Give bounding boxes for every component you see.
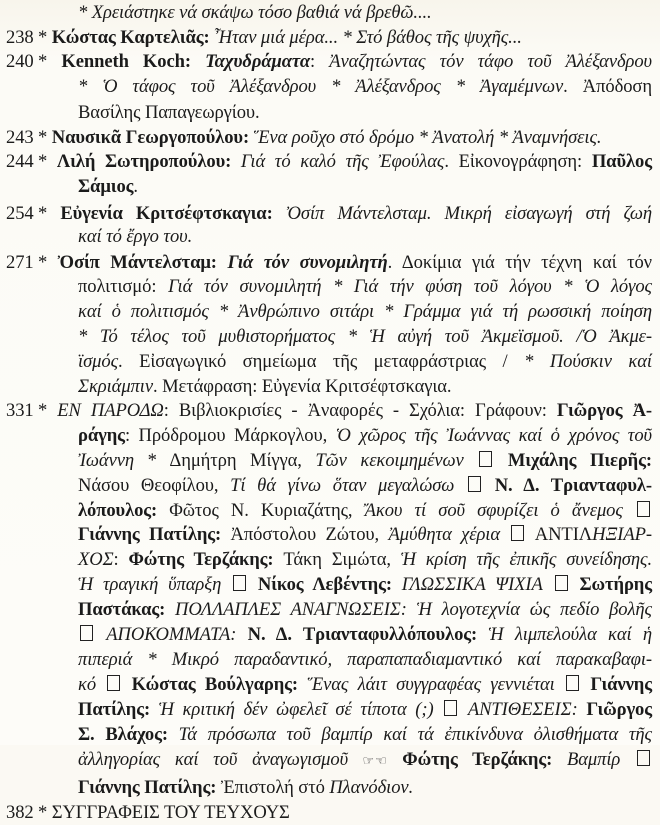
- toc-text: :: [310, 51, 330, 72]
- toc-text: Ἐπιστολή στό: [220, 777, 330, 798]
- toc-text: . Εἰκονογράφηση:: [444, 151, 592, 172]
- toc-text: *: [38, 127, 52, 148]
- toc-text: *: [38, 203, 61, 224]
- toc-line: [78, 374, 652, 399]
- author-name: Ὀσίπ Μάντελσταμ:: [57, 252, 228, 273]
- toc-text: Ἀπόστολου Ζώτου,: [230, 524, 389, 545]
- work-title: Σκριάμπιν: [78, 376, 153, 397]
- separator-box-icon: [80, 625, 93, 641]
- toc-line: [6, 149, 652, 174]
- work-title: * Ὁ τάφος τοῦ Ἀλέξανδρου * Ἀλέξανδρος * Ἀγαμέμνων: [78, 76, 564, 97]
- work-title: Τά πρόσωπα τοῦ βαμπίρ καί τά ἐπικίνδυνα ὀλισθήματα τῆς: [178, 724, 652, 745]
- page-number: 244: [6, 151, 34, 172]
- work-title: ΕΝ ΠΑΡΟΔΩ: [57, 400, 164, 421]
- author-name: Πατίλης:: [78, 699, 159, 720]
- toc-text: * Δημήτρη Μίγγα,: [134, 450, 316, 471]
- toc-line: [78, 349, 652, 374]
- separator-box-icon: [637, 750, 650, 766]
- work-title: Βαμπίρ: [566, 749, 621, 770]
- page-number: 331: [6, 400, 34, 421]
- toc-text: *: [38, 151, 57, 172]
- work-title: Ἦταν μιά μέρα... * Στό βάθος τῆς ψυχῆς...: [214, 27, 522, 48]
- work-title: Γιά τό καλό τῆς Ἐφούλας: [240, 151, 445, 172]
- toc-line: [78, 672, 652, 697]
- toc-line: [6, 49, 652, 74]
- author-name: Κώστας Βούλγαρης:: [131, 674, 308, 695]
- toc-line: [78, 274, 652, 299]
- toc-text: *: [38, 252, 58, 273]
- toc-line: [6, 125, 652, 150]
- page-number: 254: [6, 203, 34, 224]
- toc-text: . Εἰσαγωγικό σημείωμα τῆς μεταφράστριας /: [118, 351, 525, 372]
- toc-line: [78, 324, 652, 349]
- work-title: πιπεριά * Μικρό παραδαντικό, παραπαπαδιαμαντικό καί παρακαβαφι-: [78, 649, 652, 670]
- work-title: Ἀναζητώντας τόν τάφο τοῦ Ἀλέξανδρου: [329, 51, 652, 72]
- separator-box-icon: [444, 700, 457, 716]
- toc-line: [78, 597, 652, 622]
- toc-line: [78, 473, 652, 498]
- toc-text: Νάσου Θεοφίλου,: [78, 475, 231, 496]
- work-title: ΧΟΣ: [78, 549, 114, 570]
- toc-line: [78, 224, 652, 249]
- work-title: Γιά τόν συνομιλητή * Γιά τήν φύση τοῦ λόγου * Ὁ λόγος: [168, 276, 652, 297]
- toc-text: .: [133, 176, 138, 197]
- toc-line: [78, 74, 652, 99]
- author-name: Ταχυδράματα: [205, 51, 311, 72]
- work-title: Ὀσίπ Μάντελσταμ. Μικρή εἰσαγωγή στή ζωή: [285, 203, 652, 224]
- toc-line: [78, 522, 652, 547]
- work-title: ΑΠΟΚΟΜΜΑΤΑ:: [106, 624, 248, 645]
- work-title: Ἰωάννη: [78, 450, 135, 471]
- toc-line: [78, 100, 652, 125]
- work-title: Ὁ χῶρος τῆς Ἰωάννας καί ὁ χρόνος τοῦ: [335, 425, 652, 446]
- work-title: Ἡ τραγική ὕπαρξη: [78, 574, 222, 595]
- separator-box-icon: [479, 451, 492, 467]
- toc-text: * ΣΥΓΓΡΑΦΕΙΣ ΤΟΥ ΤΕΥΧΟΥΣ: [38, 802, 290, 823]
- page-number: 240: [6, 51, 34, 72]
- page-number: 382: [6, 802, 34, 823]
- work-title: ΠΟΛΛΑΠΛΕΣ ΑΝΑΓΝΩΣΕΙΣ: Ἡ λογοτεχνία ὡς πεδίο βολῆς: [175, 599, 652, 620]
- page-number: 271: [6, 252, 34, 273]
- work-title: καί ὁ πολιτισμός * Ἀνθρώπινο σιτάρι * Γράμμα γιά τή ρωσσική ποίηση: [78, 301, 652, 322]
- work-title: * Τό τέλος τοῦ μυθιστορήματος * Ἡ αὐγή τοῦ Ἀκμεϊσμοῦ. /Ὁ Ἀκμε-: [78, 326, 652, 347]
- toc-text: . Δοκίμια γιά τήν τέχνη καί τόν: [387, 252, 652, 273]
- author-name: Μιχάλης Πιερῆς:: [507, 450, 652, 471]
- author-name: Γιῶργος Ἀ-: [556, 400, 653, 421]
- work-title: Ἕνα ροῦχο στό δρόμο * Ἀνατολή * Ἀναμνήσεις.: [253, 127, 602, 148]
- toc-text: *: [38, 400, 58, 421]
- toc-line: [78, 775, 652, 800]
- work-title: Ἄκου τί σοῦ σφυρίζει ὁ ἄνεμος: [364, 500, 623, 521]
- work-title: ϊσμός: [78, 351, 119, 372]
- toc-text: Βασίλης Παπαγεωργίου.: [78, 102, 260, 123]
- toc-text: : Βιβλιοκρισίες - Ἀναφορές - Σχόλια: Γράφουν:: [163, 400, 557, 421]
- toc-line: [6, 25, 652, 50]
- toc-text: *: [38, 27, 52, 48]
- page-number: 243: [6, 127, 34, 148]
- toc-line: [78, 572, 652, 597]
- author-name: Σάμιος: [78, 176, 134, 197]
- toc-text: πολιτισμό:: [78, 276, 169, 297]
- work-title: Ἕνας λάιτ συγγραφέας γεννιέται: [307, 674, 555, 695]
- separator-box-icon: [233, 575, 246, 591]
- toc-line: [6, 800, 652, 825]
- separator-box-icon: [637, 501, 650, 517]
- author-name: Φώτης Τερζάκης:: [402, 749, 567, 770]
- toc-line: [78, 0, 652, 25]
- toc-line: [6, 201, 652, 226]
- author-name: Γιά τόν συνομιλητή: [227, 252, 388, 273]
- toc-line: [78, 448, 652, 473]
- work-title: Ἀμύθητα χέρια: [388, 524, 501, 545]
- toc-text: : Πρόδρομου Μάρκογλου,: [124, 425, 336, 446]
- toc-line: [78, 547, 652, 572]
- author-name: Γιάννης Πατίλης:: [78, 524, 231, 545]
- author-name: Σωτήρης: [579, 574, 652, 595]
- author-name: Κώστας Καρτελιᾶς:: [51, 27, 215, 48]
- author-name: Παστάκας:: [78, 599, 176, 620]
- toc-line: [78, 697, 652, 722]
- toc-line: [78, 622, 652, 647]
- toc-line: [78, 299, 652, 324]
- pointing-hands-icon: ☞☜: [348, 753, 403, 768]
- author-name: ράγης: [78, 425, 125, 446]
- work-title: * Χρειάστηκε νά σκάψω τόσο βαθιά νά βρεθῶ....: [78, 2, 432, 23]
- author-name: Kenneth Koch:: [61, 51, 206, 72]
- work-title: Τῶν κεκοιμημένων: [315, 450, 464, 471]
- toc-text: :: [113, 549, 129, 570]
- toc-line: [78, 747, 652, 772]
- author-name: Γιῶργος: [586, 699, 652, 720]
- separator-box-icon: [555, 575, 568, 591]
- toc-text: . Μετάφραση: Εὐγενία Κριτσέφτσκαγια.: [153, 376, 452, 397]
- author-name: Γιάννης Πατίλης:: [78, 777, 221, 798]
- author-name: Ν. Δ. Τριανταφυλ-: [494, 475, 652, 496]
- toc-line: [6, 250, 652, 275]
- author-name: Νίκος Λεβέντης:: [257, 574, 402, 595]
- page-number: 238: [6, 27, 34, 48]
- work-title: Ἡ λιμπελούλα καί ἡ: [488, 624, 652, 645]
- toc-text: Τάκη Σιμώτα,: [283, 549, 401, 570]
- author-name: Φώτης Τερζάκης:: [128, 549, 284, 570]
- work-title: * Πούσκιν καί: [524, 351, 652, 372]
- author-name: Ναυσικᾶ Γεωργοπούλου:: [51, 127, 254, 148]
- work-title: Ἡ κρίση τῆς ἐπικῆς συνείδησης.: [400, 549, 652, 570]
- work-title: Τί θά γίνω ὅταν μεγαλώσω: [230, 475, 455, 496]
- work-title: ΑΝΤΙΘΕΣΕΙΣ:: [467, 699, 587, 720]
- author-name: Λιλή Σωτηροπούλου:: [56, 151, 241, 172]
- work-title: Πλανόδιον.: [329, 777, 414, 798]
- work-title: κό: [78, 674, 97, 695]
- author-name: Εὐγενία Κριτσέφτσκαγια:: [60, 203, 286, 224]
- separator-box-icon: [107, 675, 120, 691]
- work-title: ἀλληγορίας καί τοῦ ἀναγωγισμοῦ: [78, 749, 349, 770]
- author-name: Ν. Δ. Τριανταφυλλόπουλος:: [247, 624, 489, 645]
- toc-line: [6, 398, 652, 423]
- work-title: καί τό ἔργο του.: [78, 226, 193, 247]
- separator-box-icon: [511, 525, 524, 541]
- toc-line: [78, 647, 652, 672]
- work-title: ΓΛΩΣΣΙΚΑ ΨΙΧΙΑ: [401, 574, 543, 595]
- separator-box-icon: [468, 476, 481, 492]
- separator-box-icon: [566, 675, 579, 691]
- toc-text: . Ἀπόδοση: [563, 76, 652, 97]
- author-name: Παῦλος: [591, 151, 652, 172]
- author-name: λόπουλος:: [78, 500, 170, 521]
- author-name: Γιάννης: [590, 674, 652, 695]
- toc-line: [78, 423, 652, 448]
- work-title: Ἡ κριτική δέν ὠφελεῖ σέ τίποτα (;): [158, 699, 434, 720]
- toc-line: [78, 498, 652, 523]
- toc-text: Φῶτος Ν. Κυριαζάτης,: [169, 500, 365, 521]
- toc-text: ΑΝΤΙΛ: [534, 524, 593, 545]
- toc-line: [78, 722, 652, 747]
- work-title: ΗΞΙΑΡ-: [592, 524, 652, 545]
- toc-line: [78, 174, 652, 199]
- author-name: Σ. Βλάχος:: [78, 724, 179, 745]
- toc-text: *: [38, 51, 62, 72]
